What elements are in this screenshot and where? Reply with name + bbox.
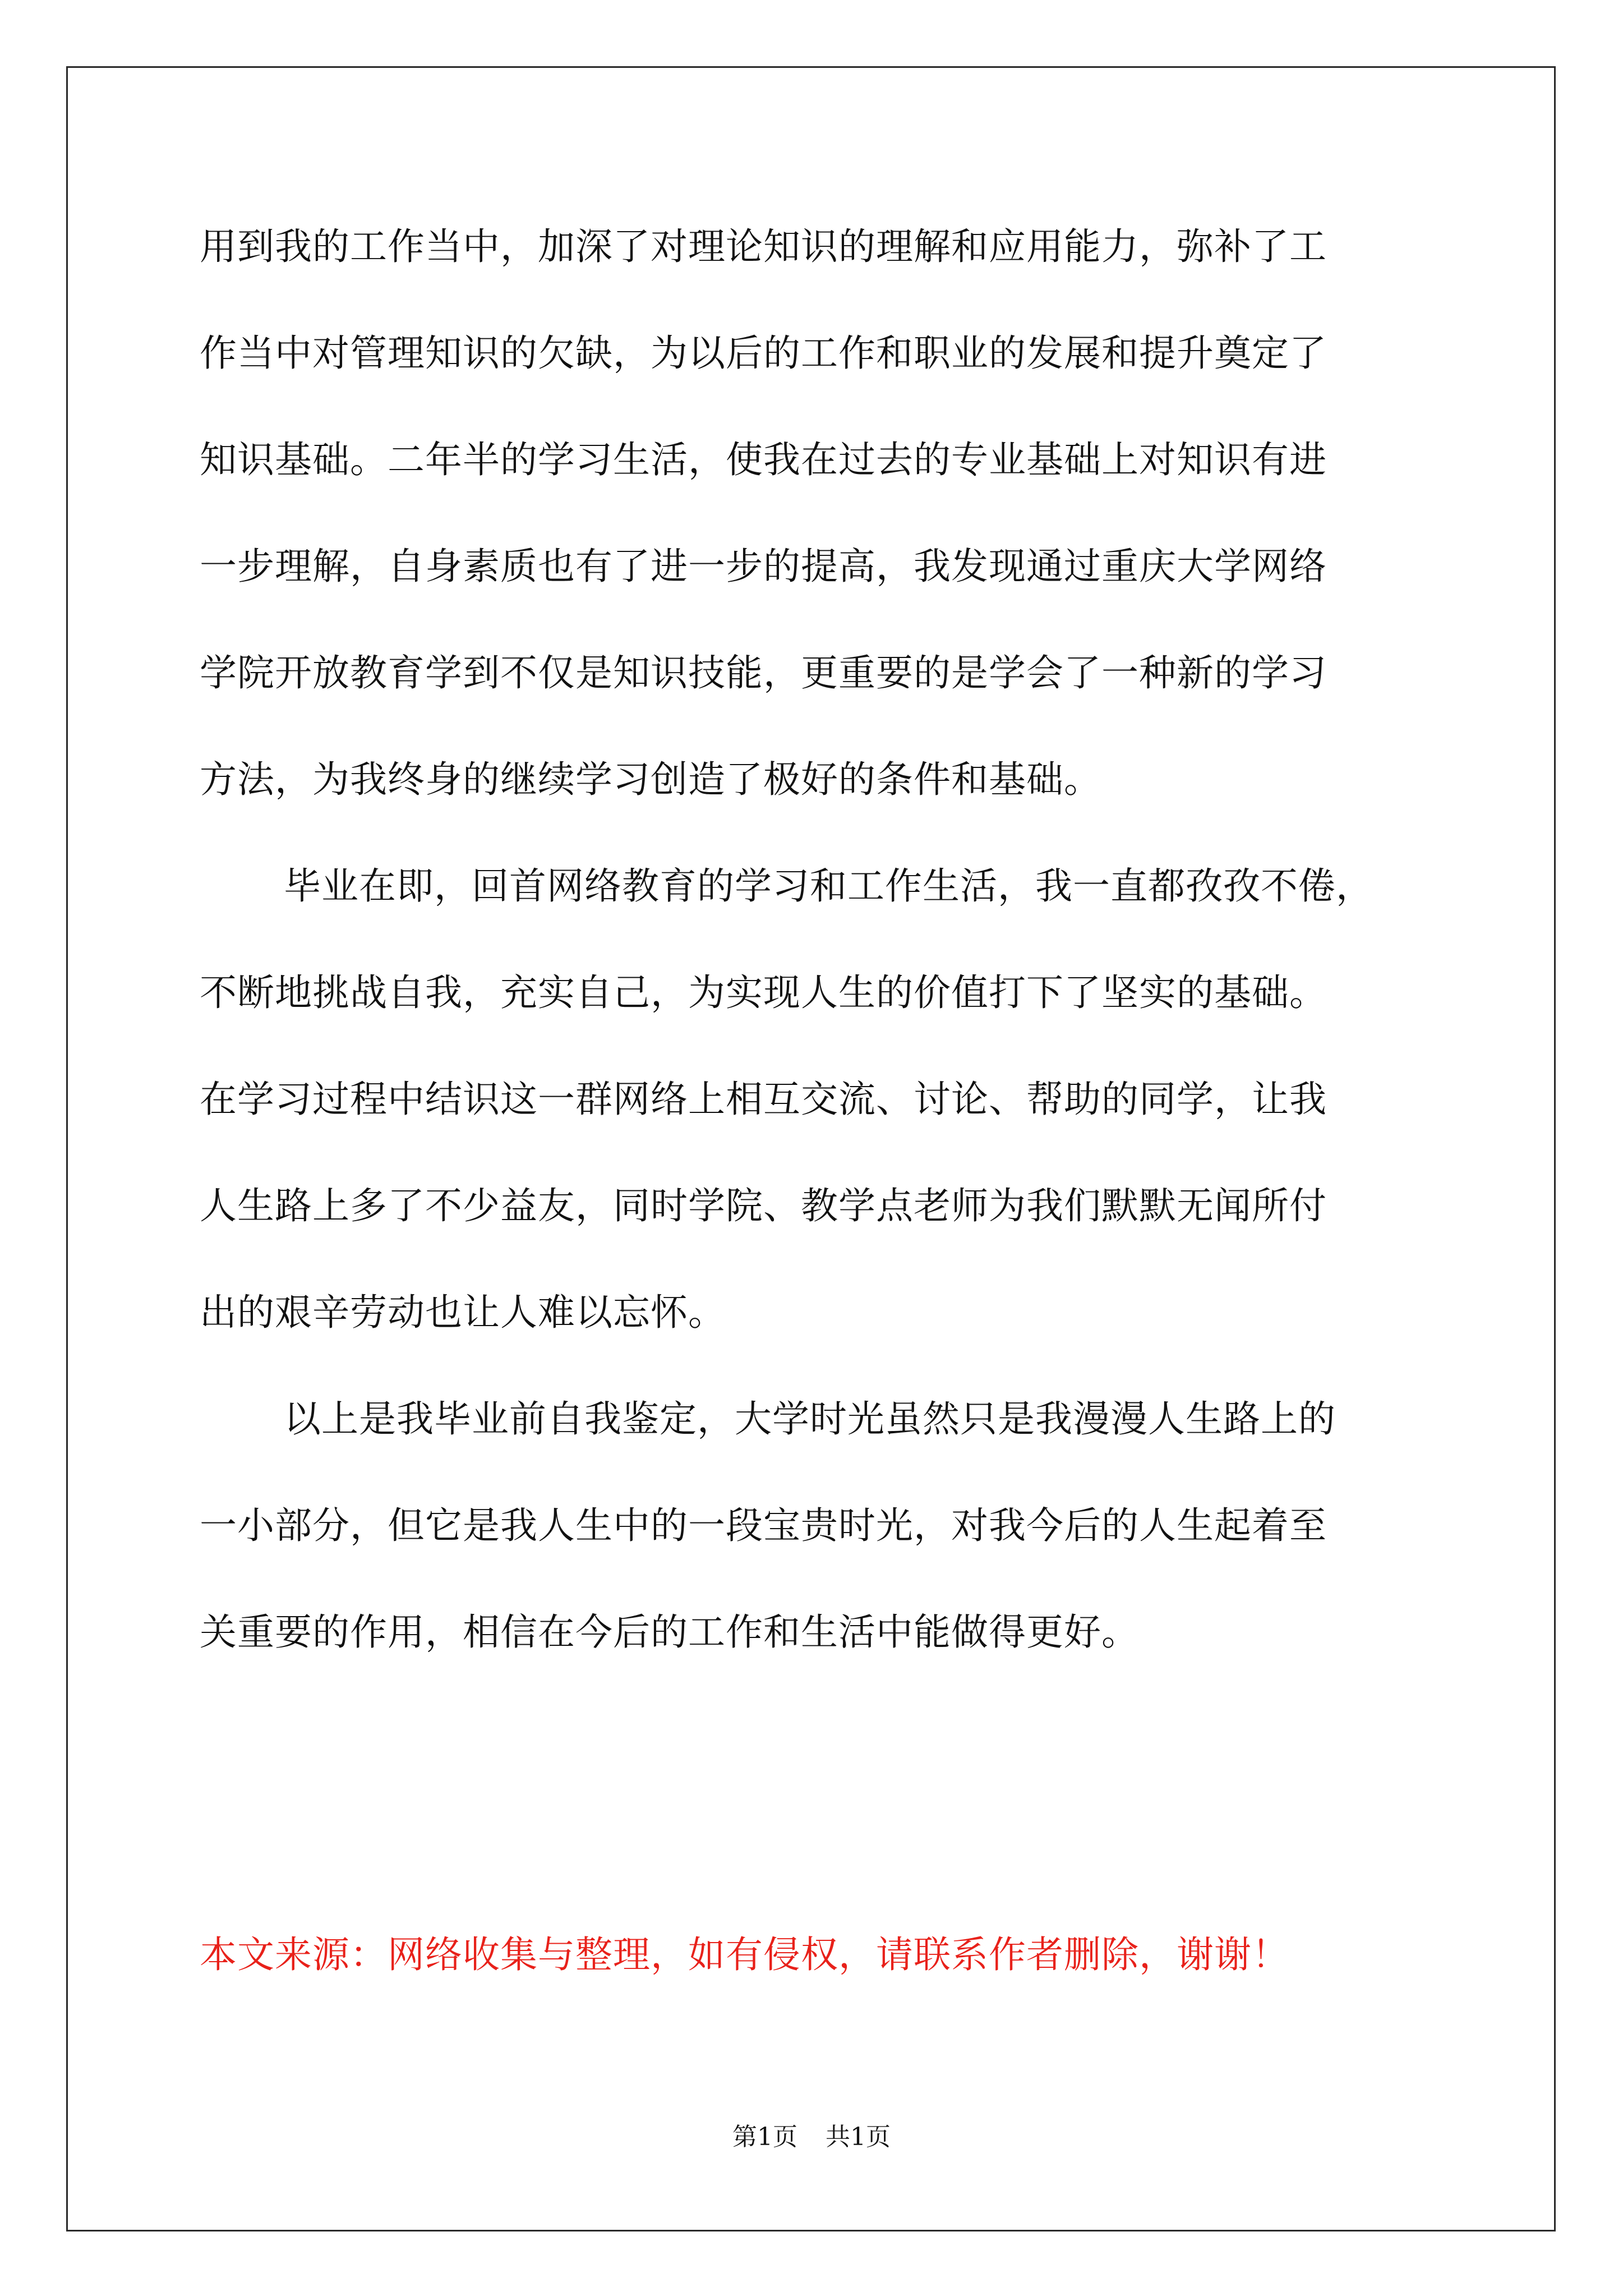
page-number: 第1页 [732,2123,797,2151]
paragraph-line: 毕业在即，回首网络教育的学习和工作生活，我一直都孜孜不倦， [284,864,1373,908]
paragraph-line: 知识基础。二年半的学习生活，使我在过去的专业基础上对知识有进 [200,438,1327,481]
paragraph-1 [200,213,1433,853]
paragraph-line: 以上是我毕业前自我鉴定，大学时光虽然只是我漫漫人生路上的 [284,1397,1336,1441]
paragraph-line: 人生路上多了不少益友，同时学院、教学点老师为我们默默无闻所付 [200,1184,1327,1227]
paragraph-line: 关重要的作用，相信在今后的工作和生活中能做得更好。 [200,1611,1139,1654]
page-total: 共1页 [826,2123,891,2151]
paragraph-line: 在学习过程中结识这一群网络上相互交流、讨论、帮助的同学，让我 [200,1078,1327,1121]
paragraph-line: 一步理解，自身素质也有了进一步的提高，我发现通过重庆大学网络 [200,545,1327,588]
paragraph-line: 方法，为我终身的继续学习创造了极好的条件和基础。 [200,758,1101,801]
paragraph-line: 不断地挑战自我，充实自己，为实现人生的价值打下了坚实的基础。 [200,971,1327,1014]
paragraph-3 [200,1386,1433,1705]
paragraph-line: 学院开放教育学到不仅是知识技能，更重要的是学会了一种新的学习 [200,651,1327,694]
page-footer [0,2120,1623,2154]
paragraph-line: 用到我的工作当中，加深了对理论知识的理解和应用能力，弥补了工 [200,225,1327,268]
paragraph-line: 作当中对管理知识的欠缺，为以后的工作和职业的发展和提升奠定了 [200,332,1327,375]
document-body [200,213,1433,1705]
source-disclaimer: 本文来源：网络收集与整理，如有侵权，请联系作者删除，谢谢！ [200,1933,1289,1976]
paragraph-line: 一小部分，但它是我人生中的一段宝贵时光，对我今后的人生起着至 [200,1504,1327,1547]
paragraph-2 [200,853,1433,1386]
paragraph-line: 出的艰辛劳动也让人难以忘怀。 [200,1291,726,1334]
